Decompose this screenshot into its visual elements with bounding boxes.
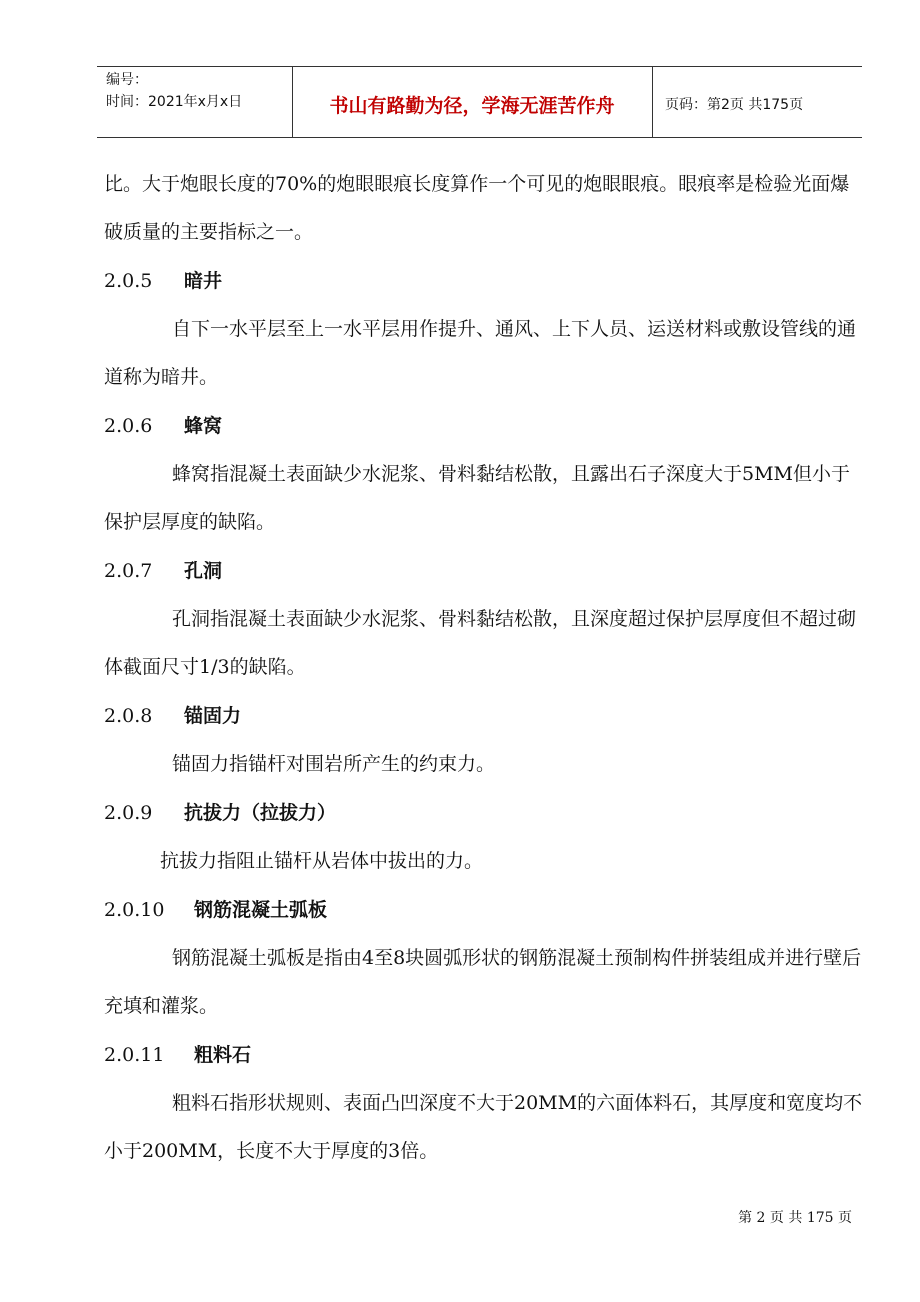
document-header (97, 66, 862, 138)
section-body: 粗料石指形状规则、表面凸凹深度不大于20MM的六面体料石，其厚度和宽度均不小于200MM，长度不大于厚度的3倍。 (104, 1092, 863, 1162)
intro-paragraph: 比。大于炮眼长度的70%的炮眼眼痕长度算作一个可见的炮眼眼痕。眼痕率是检验光面爆破质量的主要指标之一。 (104, 173, 850, 243)
header-meta-cell (97, 67, 293, 137)
section-2-0-9 (104, 789, 864, 885)
section-heading (104, 547, 864, 595)
section-2-0-6 (104, 402, 864, 546)
section-2-0-11 (104, 1031, 864, 1175)
section-title: 钢筋混凝土弧板 (194, 899, 328, 921)
section-heading (104, 257, 864, 305)
section-number: 2.0.7 (104, 560, 153, 582)
section-body: 孔洞指混凝土表面缺少水泥浆、骨料黏结松散，且深度超过保护层厚度但不超过砌体截面尺寸1/3的缺陷。 (104, 608, 857, 678)
section-body: 钢筋混凝土弧板是指由4至8块圆弧形状的钢筋混凝土预制构件拼装组成并进行壁后充填和灌浆。 (104, 947, 862, 1017)
section-body: 抗拔力指阻止锚杆从岩体中拔出的力。 (160, 850, 484, 872)
section-2-0-10 (104, 886, 864, 1030)
document-code-label: 编号： (106, 72, 148, 88)
section-2-0-8 (104, 692, 864, 788)
section-number: 2.0.10 (104, 899, 165, 921)
section-heading (104, 886, 864, 934)
section-number: 2.0.6 (104, 415, 153, 437)
header-motto: 书山有路勤为径，学海无涯苦作舟 (329, 95, 615, 117)
document-time-label: 时间：2021年x月x日 (106, 94, 243, 110)
section-2-0-7 (104, 547, 864, 691)
section-title: 抗拔力（拉拔力） (184, 802, 337, 824)
section-title: 锚固力 (184, 705, 242, 727)
section-heading (104, 789, 864, 837)
section-heading (104, 402, 864, 450)
section-number: 2.0.9 (104, 802, 153, 824)
section-heading (104, 692, 864, 740)
header-page-cell (653, 67, 862, 137)
section-body: 自下一水平层至上一水平层用作提升、通风、上下人员、运送材料或敷设管线的通道称为暗井。 (104, 318, 857, 388)
section-title: 粗料石 (194, 1044, 252, 1066)
page-footer: 第 2 页 共 175 页 (738, 1210, 852, 1226)
section-title: 暗井 (184, 270, 223, 292)
document-body (104, 160, 864, 1176)
section-body: 蜂窝指混凝土表面缺少水泥浆、骨料黏结松散，且露出石子深度大于5MM但小于保护层厚度的缺陷。 (104, 463, 850, 533)
section-heading (104, 1031, 864, 1079)
section-number: 2.0.5 (104, 270, 153, 292)
section-number: 2.0.11 (104, 1044, 165, 1066)
header-motto-cell (292, 67, 653, 137)
section-title: 蜂窝 (184, 415, 223, 437)
section-2-0-5 (104, 257, 864, 401)
section-body: 锚固力指锚杆对围岩所产生的约束力。 (172, 753, 496, 775)
section-number: 2.0.8 (104, 705, 153, 727)
header-page-code: 页码：第2页 共175页 (665, 97, 804, 113)
section-title: 孔洞 (184, 560, 223, 582)
